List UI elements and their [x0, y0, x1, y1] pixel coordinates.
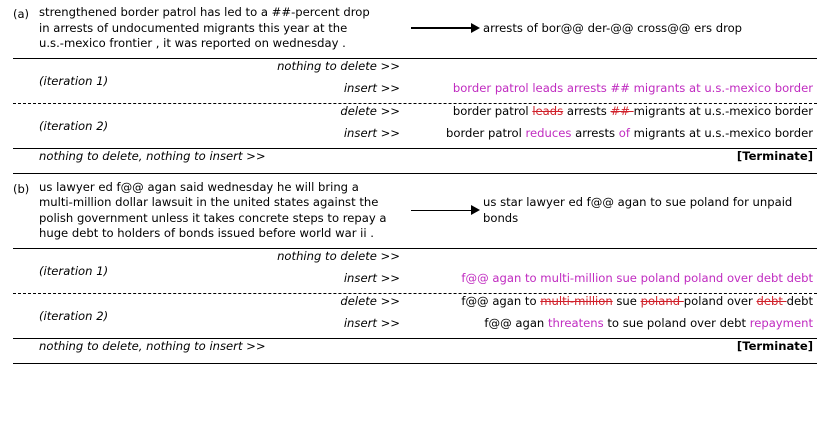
- panel-b-iteration-1: [13, 249, 817, 293]
- terminate-label: nothing to delete, nothing to insert >>: [39, 148, 266, 163]
- insert-op-content: [408, 271, 817, 285]
- insert-op-label: insert >>: [343, 80, 400, 95]
- panel-a: [13, 5, 817, 174]
- text-span-plain: migrants at u.s.-mexico border: [633, 103, 813, 118]
- insert-line: [143, 81, 817, 103]
- insert-line: [143, 271, 817, 293]
- insert-op-label: insert >>: [343, 125, 400, 140]
- panel-a-terminate-row: [13, 149, 817, 173]
- panel-b-tag: (b): [13, 181, 30, 196]
- panel-a-iteration-1: [13, 59, 817, 103]
- text-span-plain: f@@ agan: [484, 315, 548, 330]
- text-span-strike: poland: [640, 293, 684, 308]
- text-span-plain: poland over: [683, 293, 757, 308]
- delete-op-content: [408, 104, 817, 118]
- panel-a-tag: (a): [13, 7, 30, 21]
- panel-a-source-text: [39, 5, 409, 52]
- source-line: us lawyer ed f@@ agan said wednesday he will bring a: [39, 179, 359, 194]
- text-span-plain: migrants at u.s.-mexico border: [629, 125, 813, 140]
- text-span-magenta: of: [618, 125, 630, 140]
- iteration-lines: [143, 104, 817, 148]
- text-span-strike: multi-million: [540, 293, 613, 308]
- delete-line: [143, 294, 817, 316]
- panel-a-source-row: [13, 5, 817, 52]
- source-line: in arrests of undocumented migrants this year at the: [39, 20, 348, 35]
- source-line: strengthened border patrol has led to a ##-percent drop: [39, 5, 370, 19]
- panel-b: [13, 180, 817, 364]
- text-span-plain: debt: [786, 293, 813, 308]
- text-span-plain: arrests: [563, 103, 611, 118]
- text-span-strike: debt: [756, 293, 787, 308]
- delete-op-label: nothing to delete >>: [277, 58, 400, 73]
- terminate-label: nothing to delete, nothing to insert >>: [39, 338, 266, 353]
- terminate-badge: [Terminate]: [736, 338, 813, 353]
- iteration-lines: [143, 294, 817, 338]
- source-line: huge debt to holders of bonds issued before world war ii .: [39, 226, 374, 240]
- source-line: polish government unless it takes concrete steps to repay a: [39, 210, 387, 225]
- text-span-plain: f@@ agan to: [461, 293, 541, 308]
- delete-line: [143, 249, 817, 271]
- panel-a-target-text: arrests of bor@@ der-@@ cross@@ ers drop: [483, 20, 743, 35]
- panel-b-target-text: us star lawyer ed f@@ agan to sue poland for unpaid bonds: [483, 195, 793, 225]
- text-span-plain: border patrol: [452, 103, 533, 118]
- delete-line: [143, 59, 817, 81]
- panel-b-source-text: [39, 180, 409, 242]
- text-span-magenta: repayment: [749, 315, 813, 330]
- insert-line: [143, 126, 817, 148]
- text-span-magenta: border patrol leads arrests ## migrants at u.s.-mexico border: [452, 80, 813, 95]
- iteration-label: (iteration 1): [39, 263, 109, 278]
- text-span-strike: ##: [610, 103, 634, 118]
- panel-a-source-target: [39, 5, 817, 52]
- delete-line: [143, 104, 817, 126]
- text-span-magenta: reduces: [525, 125, 572, 140]
- divider-solid: [13, 173, 817, 174]
- terminate-badge: [Terminate]: [736, 148, 813, 163]
- text-span-plain: to sue poland over debt: [603, 315, 750, 330]
- delete-op-label: nothing to delete >>: [277, 248, 400, 263]
- insert-op-content: [408, 126, 817, 140]
- delete-op-content: [408, 294, 817, 308]
- panel-b-source-target: [39, 180, 817, 242]
- text-span-magenta: f@@ agan to multi-million sue poland poland over debt debt: [461, 270, 813, 285]
- delete-op-label: delete >>: [340, 103, 400, 118]
- insert-op-label: insert >>: [343, 315, 400, 330]
- figure-inner: [13, 5, 817, 364]
- text-span-plain: border patrol: [446, 125, 526, 140]
- text-span-magenta: threatens: [547, 315, 604, 330]
- arrow-icon: [409, 204, 483, 218]
- panel-b-source-row: [13, 180, 817, 242]
- iteration-label: (iteration 2): [39, 308, 109, 323]
- source-line: u.s.-mexico frontier , it was reported on wednesday .: [39, 36, 346, 50]
- divider-solid: [13, 363, 817, 364]
- insert-line: [143, 316, 817, 338]
- panel-a-iteration-2: [13, 104, 817, 148]
- iteration-label: (iteration 1): [39, 73, 109, 88]
- insert-op-content: [408, 316, 817, 330]
- delete-op-label: delete >>: [340, 293, 400, 308]
- insert-op-label: insert >>: [343, 270, 400, 285]
- arrow-icon: [409, 21, 483, 35]
- text-span-plain: arrests: [571, 125, 619, 140]
- iteration-lines: [143, 249, 817, 293]
- panel-b-iteration-2: [13, 294, 817, 338]
- panel-b-terminate-row: [13, 339, 817, 363]
- source-line: multi-million dollar lawsuit in the united states against the: [39, 195, 379, 209]
- text-span-strike: leads: [532, 103, 564, 118]
- text-span-plain: sue: [612, 293, 641, 308]
- iteration-label: (iteration 2): [39, 118, 109, 133]
- insert-op-content: [408, 81, 817, 95]
- iteration-lines: [143, 59, 817, 103]
